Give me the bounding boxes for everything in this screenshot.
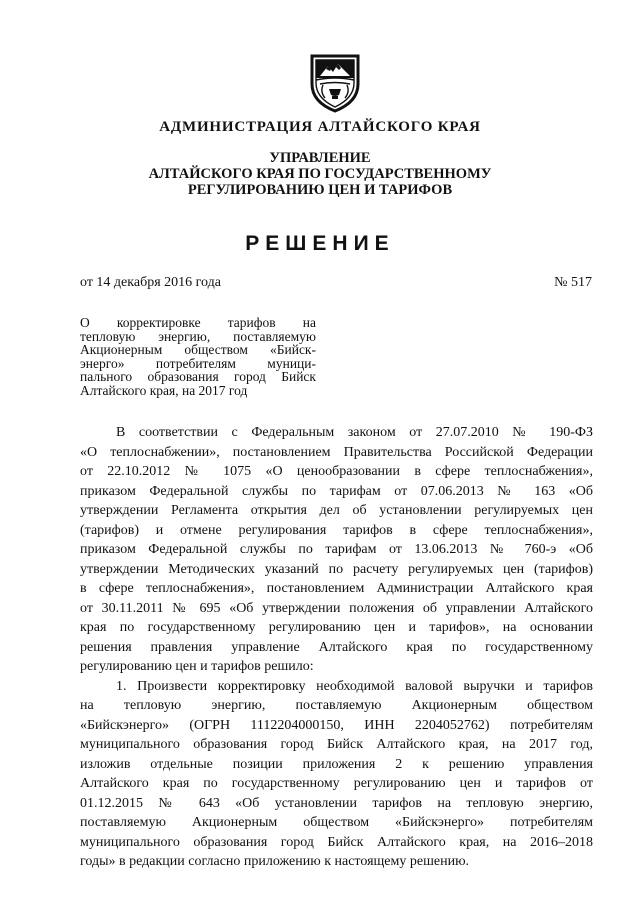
- subject-line: пального образования город Бийск: [80, 369, 316, 384]
- body-line: регулированию цен и тарифов решило:: [80, 659, 314, 674]
- body-line: муниципального образования город Бийск Алтайского края, на 2017 год,: [80, 737, 593, 752]
- subject-line: Акционерным обществом «Бийск-: [80, 342, 316, 357]
- document-date: от 14 декабря 2016 года: [80, 275, 221, 290]
- body-line: Алтайского края по государственному регулированию цен и тарифов от: [80, 776, 593, 791]
- subject-line: тепловую энергию, поставляемую: [80, 328, 316, 344]
- subject-block: [80, 316, 316, 397]
- body-line: 01.12.2015 № 643 «Об установлении тарифов на тепловую энергию,: [80, 795, 593, 811]
- document-title: РЕШЕНИЕ: [245, 232, 395, 255]
- body-line: утверждении Регламента открытия дел об установлении регулируемых цен: [80, 503, 593, 518]
- department-heading-line3: РЕГУЛИРОВАНИЮ ЦЕН И ТАРИФОВ: [187, 182, 453, 198]
- body-line: от 22.10.2012 № 1075 «О ценообразовании в сфере теплоснабжения»,: [80, 464, 593, 479]
- body-line: утверждении Методических указаний по расчету регулируемых цен (тарифов): [80, 561, 593, 577]
- body-line: изложив отдельные позиции приложения 2 к решению управления: [80, 756, 593, 772]
- body-line: от 30.11.2011 № 695 «Об утверждении положения об управлении Алтайского: [80, 600, 593, 616]
- body-line: годы» в редакции согласно приложению к настоящему решению.: [80, 854, 470, 869]
- subject-line: энерго» потребителям муници-: [80, 355, 316, 371]
- document-number: № 517: [554, 275, 592, 290]
- body-line: края по государственному регулированию цен и тарифов», на основании: [80, 620, 593, 635]
- coat-of-arms-icon: [306, 50, 364, 114]
- subject-line: Алтайского края, на 2017 год: [80, 382, 248, 398]
- body-line: «Бийскэнерго» (ОГРН 1112204000150, ИНН 2204052762) потребителям: [80, 717, 593, 733]
- body-line: «О теплоснабжении», постановлением Правительства Российской Федерации: [80, 444, 593, 460]
- subject-line: О корректировке тарифов на: [80, 315, 316, 330]
- body-line: приказом Федеральной службы по тарифам от 07.06.2013 № 163 «Об: [80, 483, 593, 499]
- administration-heading: АДМИНИСТРАЦИЯ АЛТАЙСКОГО КРАЯ: [159, 119, 481, 135]
- body-line: решения правления управление Алтайского края по государственному: [80, 639, 593, 655]
- body-line: на тепловую энергию, поставляемую Акционерным обществом: [80, 698, 593, 713]
- body-line: в сфере теплоснабжения», постановлением Администрации Алтайского края: [80, 581, 593, 596]
- department-heading-line1: УПРАВЛЕНИЕ: [269, 150, 371, 166]
- department-heading-line2: АЛТАЙСКОГО КРАЯ ПО ГОСУДАРСТВЕННОМУ: [148, 166, 492, 182]
- body-line: 1. Произвести корректировку необходимой валовой выручки и тарифов: [116, 678, 593, 694]
- body-line: В соответствии с Федеральным законом от 27.07.2010 № 190-ФЗ: [116, 425, 593, 440]
- document-body: [80, 423, 593, 872]
- body-line: поставляемую Акционерным обществом «Бийскэнерго» потребителям: [80, 815, 593, 830]
- body-line: приказом Федеральной службы по тарифам от 13.06.2013 № 760-э «Об: [80, 542, 593, 557]
- body-line: муниципального образования город Бийск Алтайского края, на 2016–2018: [80, 834, 593, 850]
- body-line: (тарифов) и отмене регулирования тарифов в сфере теплоснабжения»,: [80, 522, 593, 538]
